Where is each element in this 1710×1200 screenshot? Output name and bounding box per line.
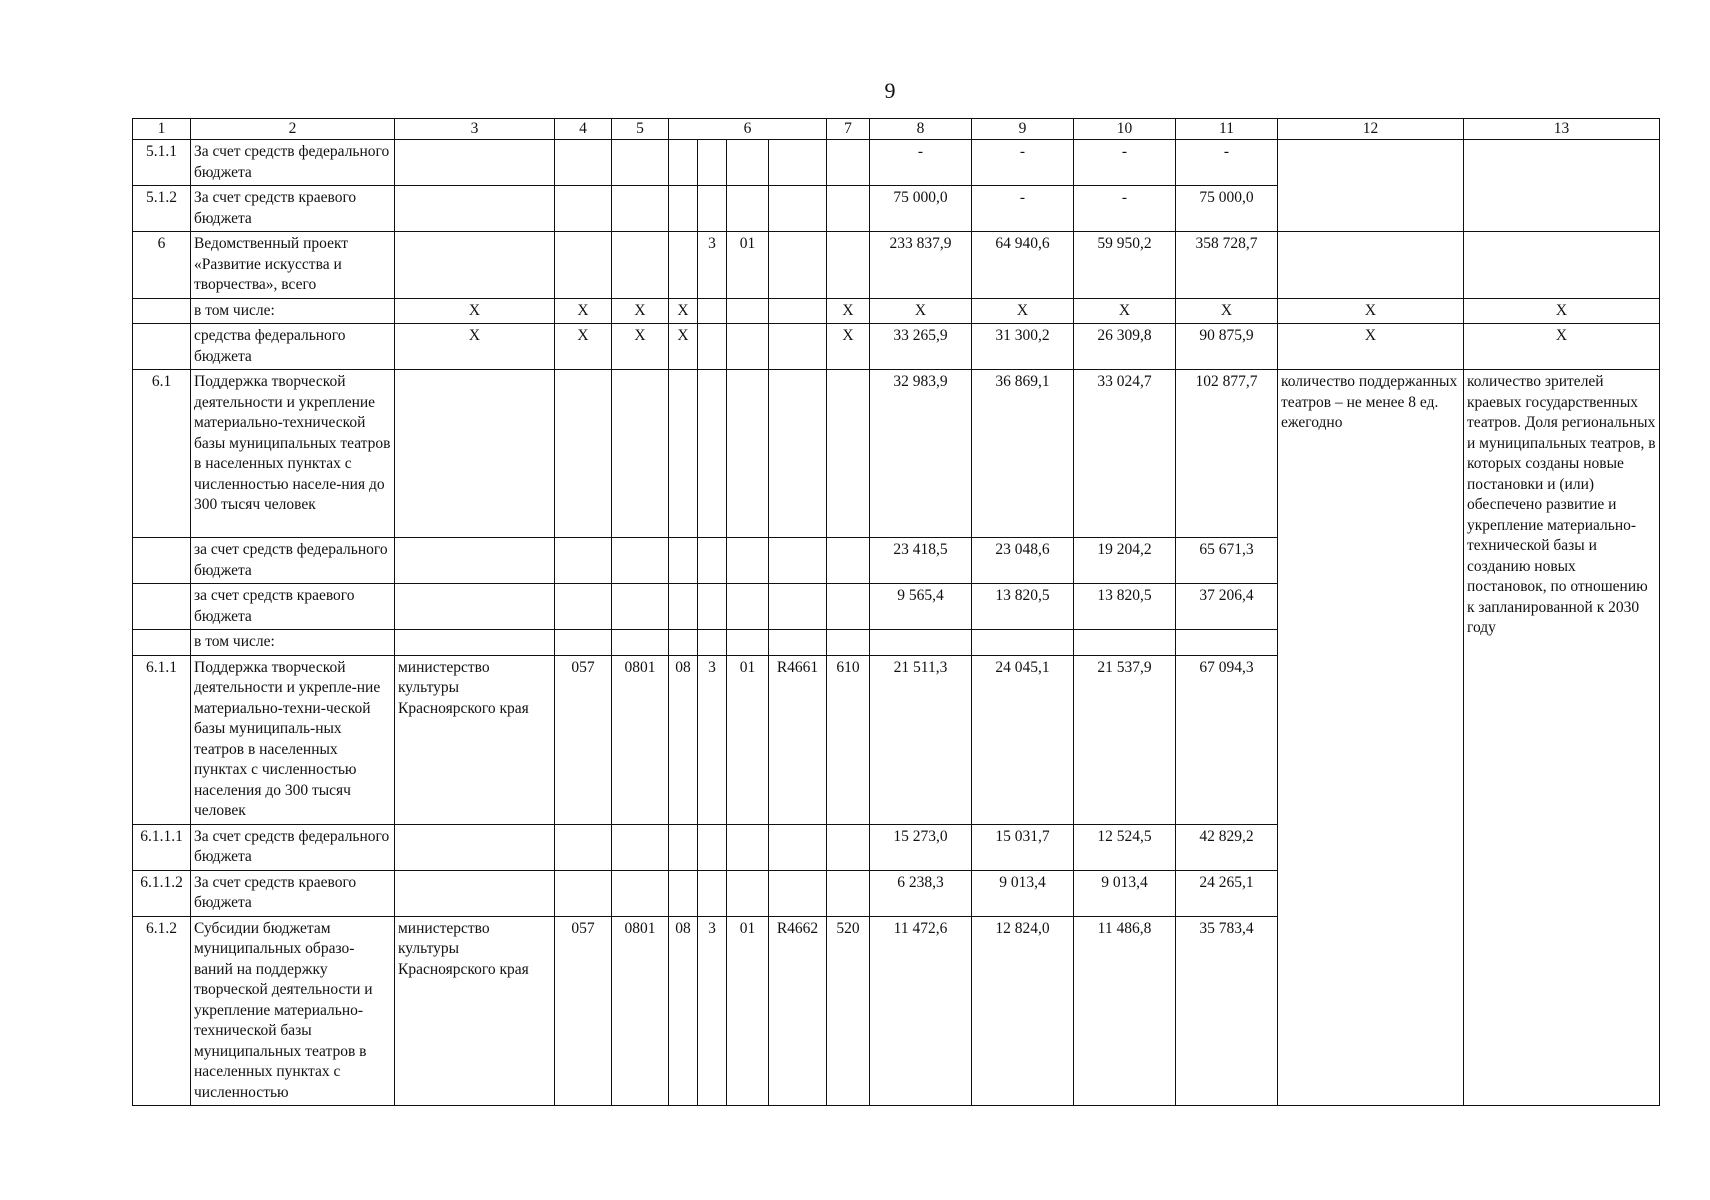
value-cell: - [870, 140, 972, 186]
row-name: За счет средств федерального бюджета [191, 824, 395, 870]
value-cell: 23 048,6 [972, 538, 1074, 584]
row-name: Ведомственный проект «Развитие искусства и творчества», всего [191, 232, 395, 299]
value-cell: 19 204,2 [1074, 538, 1176, 584]
value-cell: 36 869,1 [972, 370, 1074, 538]
responsible-cell: министерство культуры Красноярского края [395, 655, 555, 824]
x-mark: X [1278, 324, 1464, 370]
row-name: в том числе: [191, 630, 395, 656]
x-mark: X [972, 298, 1074, 324]
value-cell: 75 000,0 [870, 186, 972, 232]
value-cell: 35 783,4 [1176, 916, 1278, 1106]
value-cell: 33 265,9 [870, 324, 972, 370]
code-cell: 057 [555, 655, 612, 824]
x-mark: X [1464, 298, 1660, 324]
code-cell: 3 [698, 916, 727, 1106]
row-number: 6.1 [133, 370, 191, 538]
row-name: За счет средств краевого бюджета [191, 870, 395, 916]
value-cell: 24 265,1 [1176, 870, 1278, 916]
value-cell: - [1074, 140, 1176, 186]
value-cell: 21 537,9 [1074, 655, 1176, 824]
col-header: 10 [1074, 119, 1176, 140]
code-cell: 057 [555, 916, 612, 1106]
code-cell: 520 [827, 916, 870, 1106]
responsible-cell: министерство культуры Красноярского края [395, 916, 555, 1106]
value-cell: 358 728,7 [1176, 232, 1278, 299]
value-cell: 64 940,6 [972, 232, 1074, 299]
value-cell: 23 418,5 [870, 538, 972, 584]
row-number: 5.1.1 [133, 140, 191, 186]
x-mark: X [827, 298, 870, 324]
value-cell: 67 094,3 [1176, 655, 1278, 824]
value-cell: - [1074, 186, 1176, 232]
code-cell: 0801 [612, 655, 669, 824]
value-cell: 21 511,3 [870, 655, 972, 824]
value-cell: 90 875,9 [1176, 324, 1278, 370]
row-number: 5.1.2 [133, 186, 191, 232]
value-cell: 32 983,9 [870, 370, 972, 538]
col-header: 12 [1278, 119, 1464, 140]
table-row [133, 232, 1660, 299]
col-header: 3 [395, 119, 555, 140]
code-cell: 3 [698, 655, 727, 824]
code-cell: R4661 [769, 655, 827, 824]
value-cell: 42 829,2 [1176, 824, 1278, 870]
row-number: 6.1.1.1 [133, 824, 191, 870]
value-cell: 15 031,7 [972, 824, 1074, 870]
row-number: 6 [133, 232, 191, 299]
target-cell: количество зрителей краевых государственных театров. Доля региональных и муниципальных театров, в которых созданы новые постановки и (или) обеспечено развитие и укрепление материально-технической базы и созданию новых постановок, по отношению к запланированной к 2030 году [1464, 370, 1660, 1106]
value-cell: 6 238,3 [870, 870, 972, 916]
col-header: 1 [133, 119, 191, 140]
table-row [133, 370, 1660, 538]
table-row [133, 298, 1660, 324]
x-mark: X [1074, 298, 1176, 324]
col-header: 9 [972, 119, 1074, 140]
row-name: За счет средств федерального бюджета [191, 140, 395, 186]
row-name: средства федерального бюджета [191, 324, 395, 370]
value-cell: 9 013,4 [1074, 870, 1176, 916]
col-header: 13 [1464, 119, 1660, 140]
budget-table [132, 118, 1660, 1106]
code-cell: 01 [727, 232, 769, 299]
col-header: 2 [191, 119, 395, 140]
value-cell: 13 820,5 [972, 584, 1074, 630]
row-name: за счет средств краевого бюджета [191, 584, 395, 630]
value-cell: 13 820,5 [1074, 584, 1176, 630]
value-cell: 65 671,3 [1176, 538, 1278, 584]
col-header: 6 [669, 119, 827, 140]
x-mark: X [870, 298, 972, 324]
row-number: 6.1.2 [133, 916, 191, 1106]
row-name: за счет средств федерального бюджета [191, 538, 395, 584]
x-mark: X [1176, 298, 1278, 324]
x-mark: X [1464, 324, 1660, 370]
value-cell: 33 024,7 [1074, 370, 1176, 538]
value-cell: 102 877,7 [1176, 370, 1278, 538]
x-mark: X [555, 324, 612, 370]
x-mark: X [1278, 298, 1464, 324]
x-mark: X [827, 324, 870, 370]
header-row [133, 119, 1660, 140]
row-name: За счет средств краевого бюджета [191, 186, 395, 232]
code-cell: 08 [669, 916, 698, 1106]
code-cell: 0801 [612, 916, 669, 1106]
code-cell: 01 [727, 916, 769, 1106]
indicator-cell: количество поддержанных театров – не менее 8 ед. ежегодно [1278, 370, 1464, 1106]
row-number: 6.1.1.2 [133, 870, 191, 916]
x-mark: X [612, 298, 669, 324]
value-cell: - [972, 140, 1074, 186]
value-cell: 75 000,0 [1176, 186, 1278, 232]
code-cell: 01 [727, 655, 769, 824]
x-mark: X [669, 324, 698, 370]
row-name: Поддержка творческой деятельности и укрепление материально-технической базы муниципальных театров в населенных пунктах с численностью населе-ния до 300 тысяч человек [191, 370, 395, 538]
value-cell: - [1176, 140, 1278, 186]
table-row [133, 140, 1660, 186]
x-mark: X [395, 324, 555, 370]
col-header: 7 [827, 119, 870, 140]
code-cell: 08 [669, 655, 698, 824]
value-cell: 12 824,0 [972, 916, 1074, 1106]
table-row [133, 324, 1660, 370]
col-header: 4 [555, 119, 612, 140]
x-mark: X [669, 298, 698, 324]
row-name: Субсидии бюджетам муниципальных образо-ваний на поддержку творческой деятельности и укрепление материально-технической базы муниципальных театров в населенных пунктах с численностью [191, 916, 395, 1106]
row-name: Поддержка творческой деятельности и укрепле-ние материально-техни-ческой базы муниципаль-ных театров в населенных пунктах с численностью населения до 300 тысяч человек [191, 655, 395, 824]
col-header: 11 [1176, 119, 1278, 140]
value-cell: - [972, 186, 1074, 232]
row-number: 6.1.1 [133, 655, 191, 824]
value-cell: 59 950,2 [1074, 232, 1176, 299]
value-cell: 37 206,4 [1176, 584, 1278, 630]
value-cell: 233 837,9 [870, 232, 972, 299]
page-number: 9 [884, 78, 896, 103]
value-cell: 26 309,8 [1074, 324, 1176, 370]
value-cell: 31 300,2 [972, 324, 1074, 370]
code-cell: R4662 [769, 916, 827, 1106]
x-mark: X [555, 298, 612, 324]
x-mark: X [612, 324, 669, 370]
code-cell: 3 [698, 232, 727, 299]
col-header: 5 [612, 119, 669, 140]
row-name: в том числе: [191, 298, 395, 324]
value-cell: 12 524,5 [1074, 824, 1176, 870]
value-cell: 24 045,1 [972, 655, 1074, 824]
col-header: 8 [870, 119, 972, 140]
value-cell: 9 013,4 [972, 870, 1074, 916]
value-cell: 11 486,8 [1074, 916, 1176, 1106]
x-mark: X [395, 298, 555, 324]
value-cell: 11 472,6 [870, 916, 972, 1106]
value-cell: 9 565,4 [870, 584, 972, 630]
code-cell: 610 [827, 655, 870, 824]
value-cell: 15 273,0 [870, 824, 972, 870]
